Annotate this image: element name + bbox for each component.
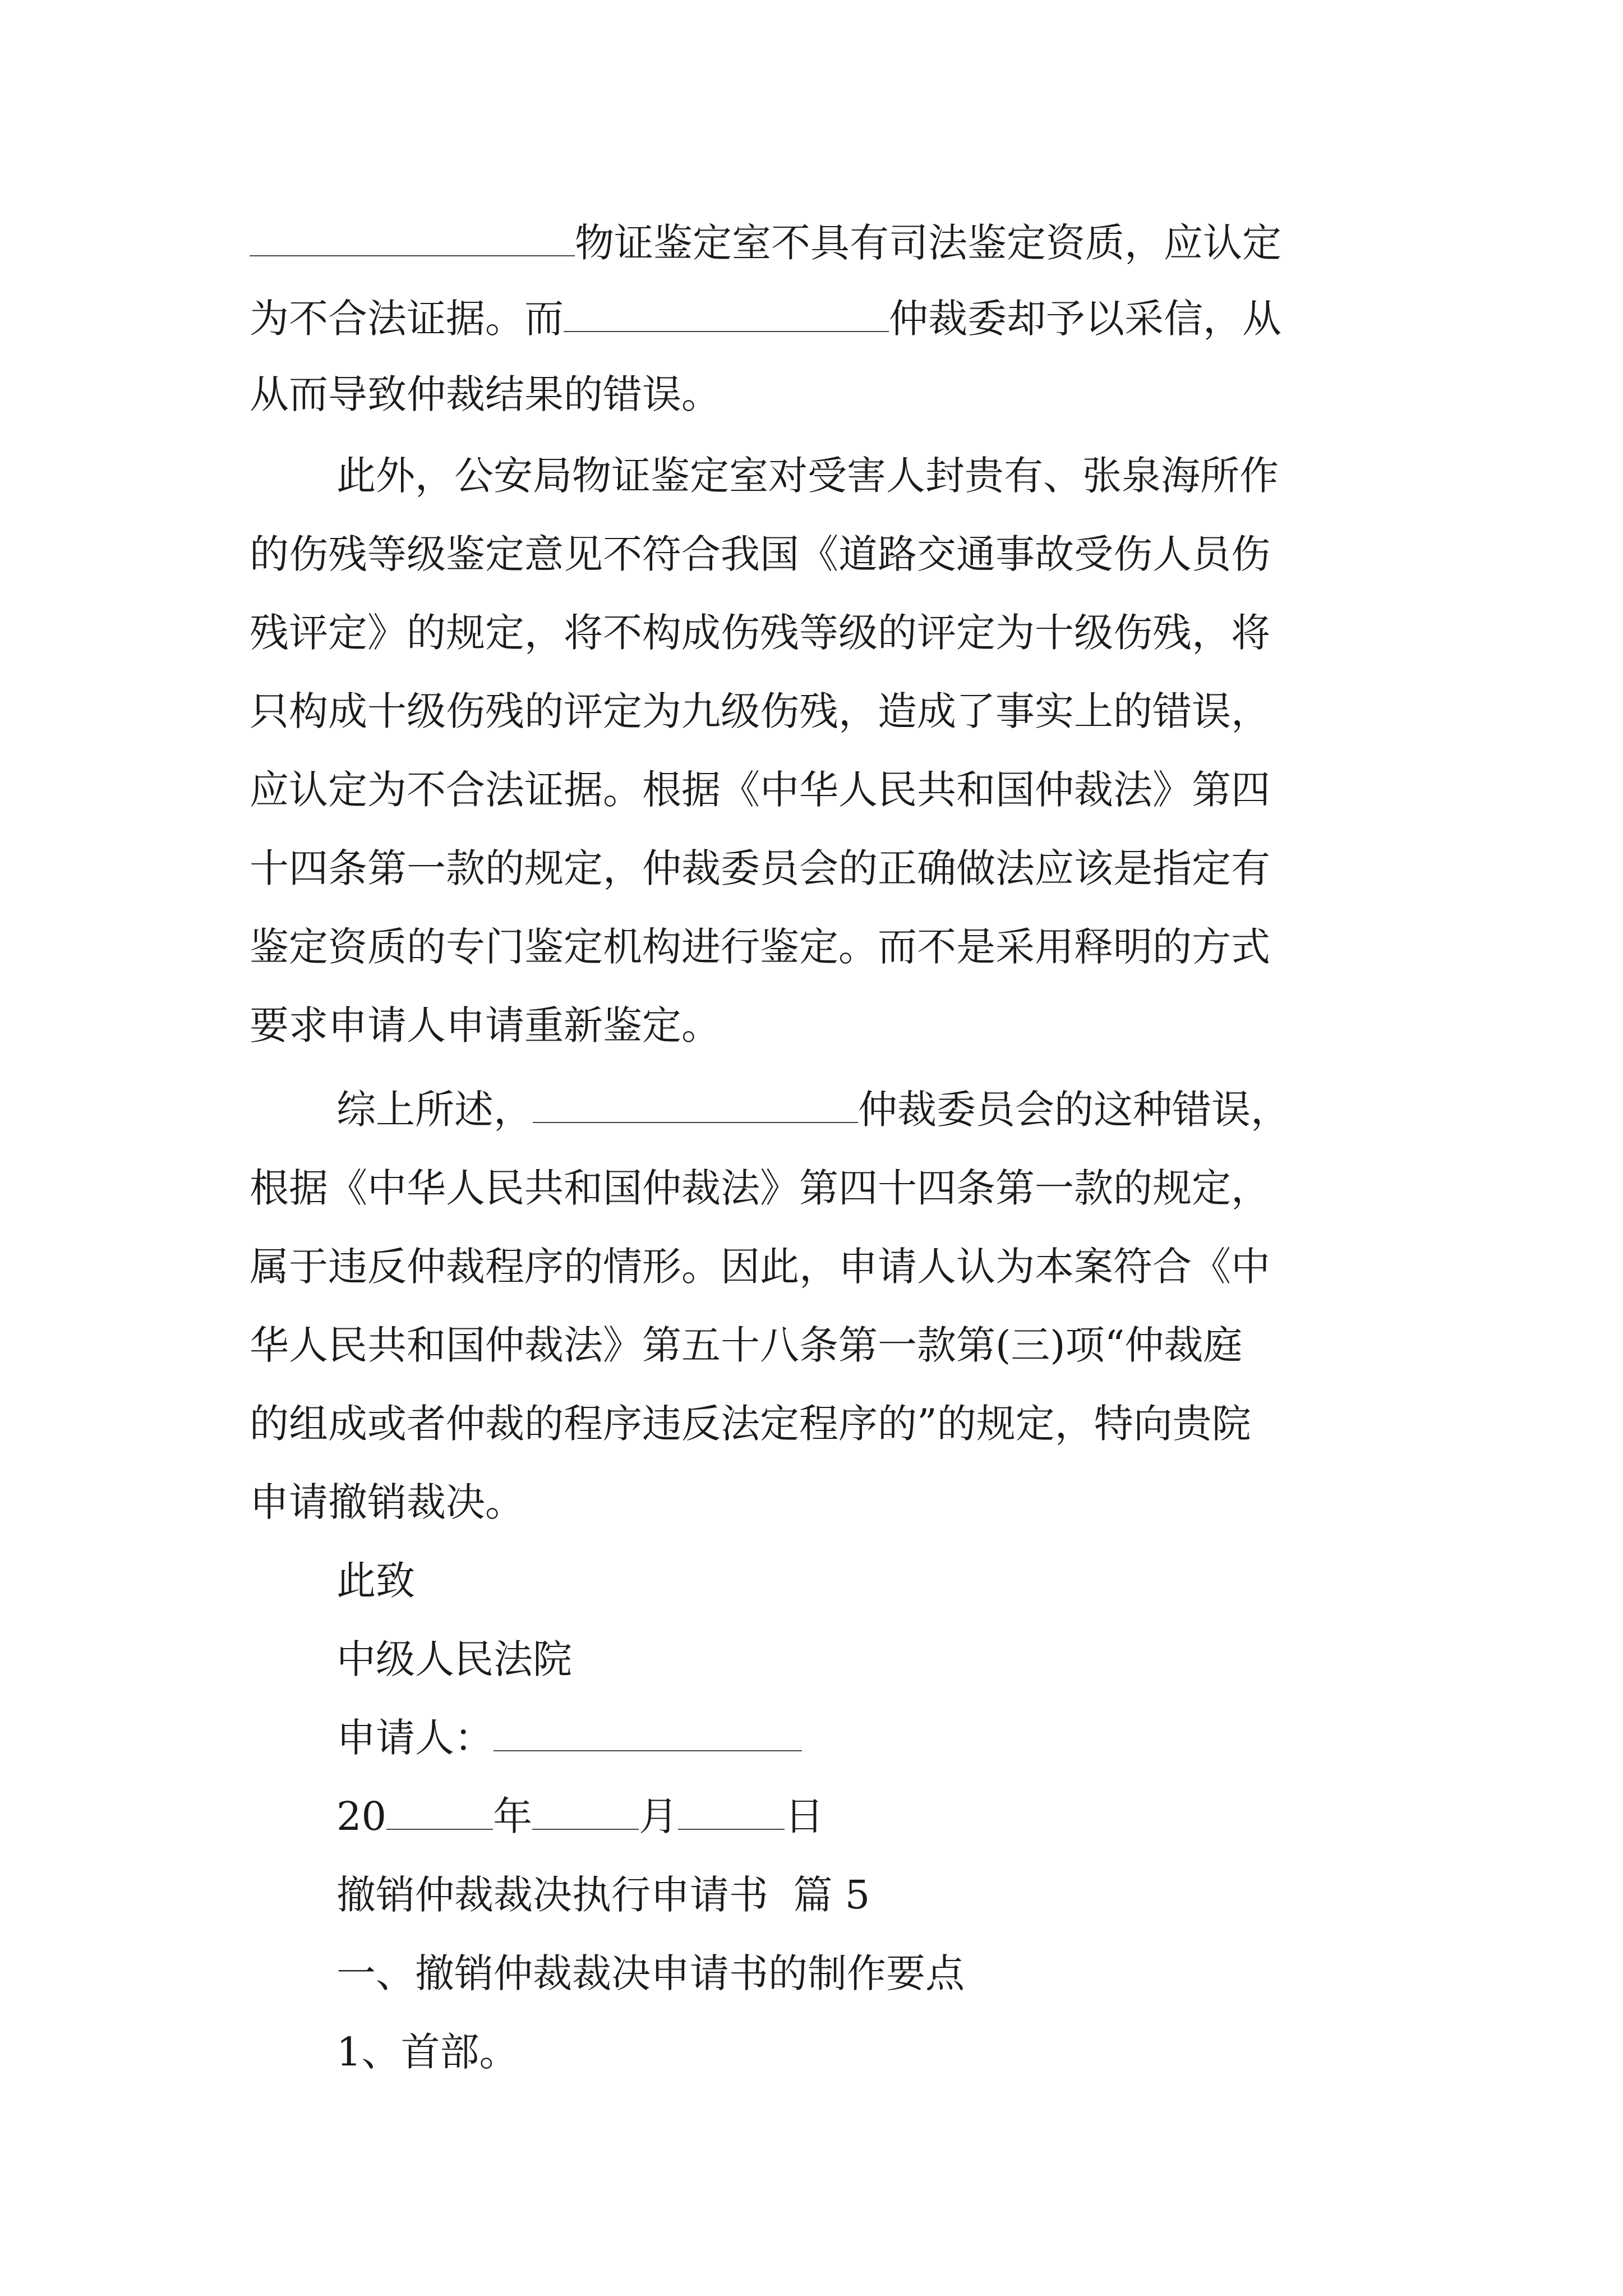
date-year: 年	[493, 1793, 533, 1839]
para2-line3: 残评定》的规定，将不构成伤残等级的评定为十级伤残，将	[250, 610, 1270, 656]
date-line	[336, 1788, 1464, 1844]
blank-line	[532, 1795, 639, 1830]
section-subheading: 一、撤销仲裁裁决申请书的制作要点	[336, 1950, 965, 1996]
blank-line	[533, 1088, 858, 1123]
para2-line4: 只构成十级伤残的评定为九级伤残，造成了事实上的错误，	[250, 688, 1270, 734]
para3-line1-a: 综上所述，	[336, 1087, 533, 1133]
blank-line	[678, 1795, 785, 1830]
applicant-label: 申请人：	[336, 1715, 494, 1761]
para2-line2: 的伤残等级鉴定意见不符合我国《道路交通事故受伤人员伤	[250, 531, 1270, 577]
para3-line5: 的组成或者仲裁的程序违反法定程序的”的规定，特向贵院	[250, 1401, 1251, 1447]
para2-line1: 此外，公安局物证鉴定室对受害人封贵有、张泉海所作	[336, 453, 1279, 499]
para2-line6: 十四条第一款的规定，仲裁委员会的正确做法应该是指定有	[250, 845, 1270, 891]
para3-line3: 属于违反仲裁程序的情形。因此，申请人认为本案符合《中	[250, 1244, 1270, 1290]
para1-line2-b: 仲裁委却予以采信，从	[889, 296, 1281, 342]
salutation: 此致	[336, 1558, 415, 1604]
para1-line3: 从而导致仲裁结果的错误。	[250, 371, 721, 417]
blank-line	[494, 1717, 802, 1751]
para2-line7: 鉴定资质的专门鉴定机构进行鉴定。而不是采用释明的方式	[250, 924, 1270, 970]
section-heading: 撤销仲裁裁决执行申请书 篇 5	[336, 1872, 870, 1918]
para3-line6: 申请撤销裁决。	[250, 1479, 524, 1525]
para1-line2	[250, 291, 1377, 347]
blank-line	[250, 222, 575, 256]
blank-line	[386, 1795, 493, 1830]
court-name: 中级人民法院	[336, 1636, 572, 1682]
para3-line4: 华人民共和国仲裁法》第五十八条第一款第(三)项“仲裁庭	[250, 1322, 1243, 1368]
date-prefix: 20	[336, 1793, 387, 1839]
blank-line	[564, 297, 889, 332]
para1-line2-a: 为不合法证据。而	[250, 296, 564, 342]
para3-line1	[250, 1082, 1377, 1138]
para1-line1	[250, 215, 1377, 271]
para1-line1-text: 物证鉴定室不具有司法鉴定资质，应认定	[575, 220, 1281, 266]
para3-line2: 根据《中华人民共和国仲裁法》第四十四条第一款的规定，	[250, 1165, 1270, 1211]
section-item-1: 1、首部。	[336, 2029, 519, 2075]
para3-line1-b: 仲裁委员会的这种错误，	[858, 1087, 1290, 1133]
applicant-line	[336, 1710, 1464, 1766]
date-day: 日	[785, 1793, 824, 1839]
date-month: 月	[639, 1793, 679, 1839]
para2-line8: 要求申请人申请重新鉴定。	[250, 1002, 721, 1048]
para2-line5: 应认定为不合法证据。根据《中华人民共和国仲裁法》第四	[250, 767, 1270, 813]
